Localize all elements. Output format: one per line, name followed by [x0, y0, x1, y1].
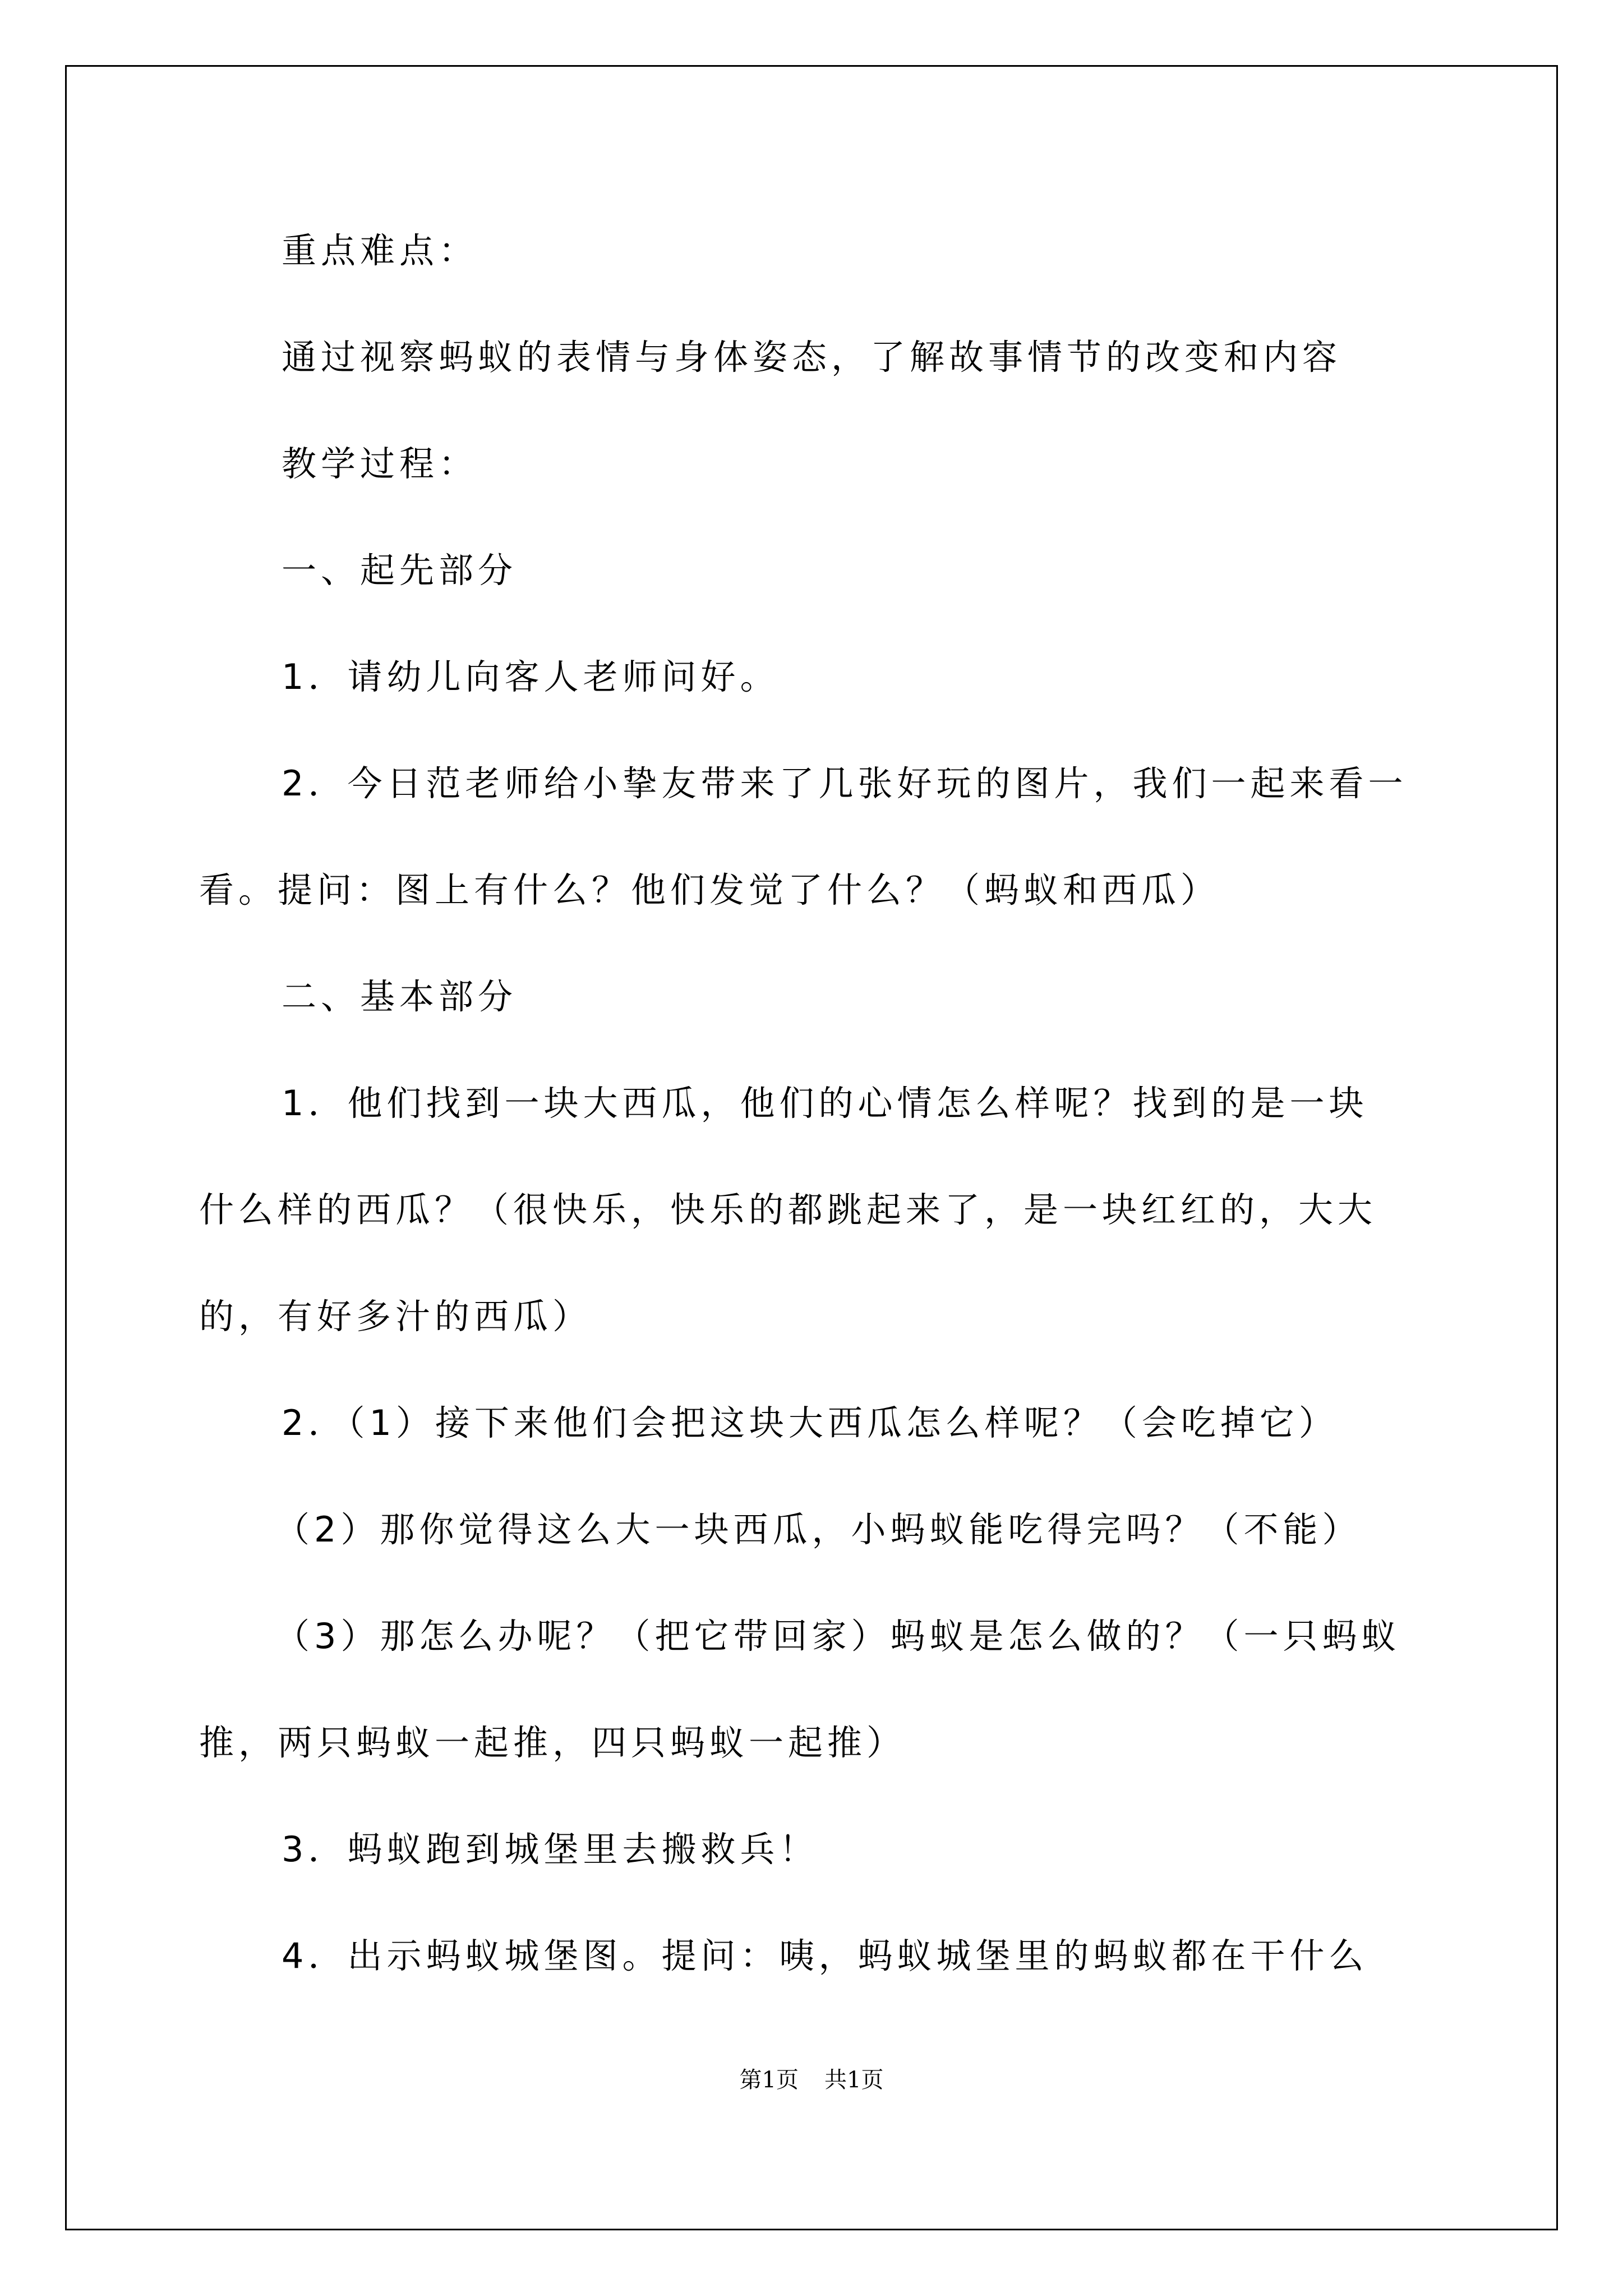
- paragraph-line: 1．他们找到一块大西瓜，他们的心情怎么样呢？找到的是一块: [282, 1083, 1368, 1124]
- page-footer: [0, 2066, 1623, 2094]
- paragraph-line: （2）那你觉得这么大一块西瓜，小蚂蚁能吃得完吗？（不能）: [275, 1509, 1362, 1550]
- paragraph-line: 什么样的西瓜？（很快乐，快乐的都跳起来了，是一块红红的，大大: [199, 1189, 1377, 1230]
- paragraph-line: 4．出示蚂蚁城堡图。提问：咦，蚂蚁城堡里的蚂蚁都在干什么: [282, 1935, 1368, 1976]
- paragraph-line: 通过视察蚂蚁的表情与身体姿态，了解故事情节的改变和内容: [282, 337, 1342, 378]
- paragraph-line: 1．请幼儿向客人老师问好。: [282, 656, 780, 697]
- heading-key-difficulties: 重点难点：: [282, 230, 478, 271]
- section-heading-basic: 二、基本部分: [282, 976, 518, 1017]
- page-border: [65, 65, 1558, 2230]
- paragraph-line: （3）那怎么办呢？（把它带回家）蚂蚁是怎么做的？（一只蚂蚁: [275, 1616, 1401, 1657]
- paragraph-line: 2．（1）接下来他们会把这块大西瓜怎么样呢？（会吃掉它）: [282, 1402, 1338, 1443]
- page-total: 共1页: [824, 2067, 884, 2093]
- paragraph-line: 看。提问：图上有什么？他们发觉了什么？（蚂蚁和西瓜）: [199, 869, 1220, 910]
- section-heading-start: 一、起先部分: [282, 550, 518, 591]
- paragraph-line: 推，两只蚂蚁一起推，四只蚂蚁一起推）: [199, 1722, 906, 1763]
- heading-teaching-process: 教学过程：: [282, 443, 478, 484]
- paragraph-line: 3．蚂蚁跑到城堡里去搬救兵！: [282, 1829, 819, 1870]
- page-number: 第1页: [739, 2067, 799, 2093]
- paragraph-line: 的，有好多汁的西瓜）: [199, 1296, 592, 1337]
- paragraph-line: 2．今日范老师给小挚友带来了几张好玩的图片，我们一起来看一: [282, 763, 1408, 804]
